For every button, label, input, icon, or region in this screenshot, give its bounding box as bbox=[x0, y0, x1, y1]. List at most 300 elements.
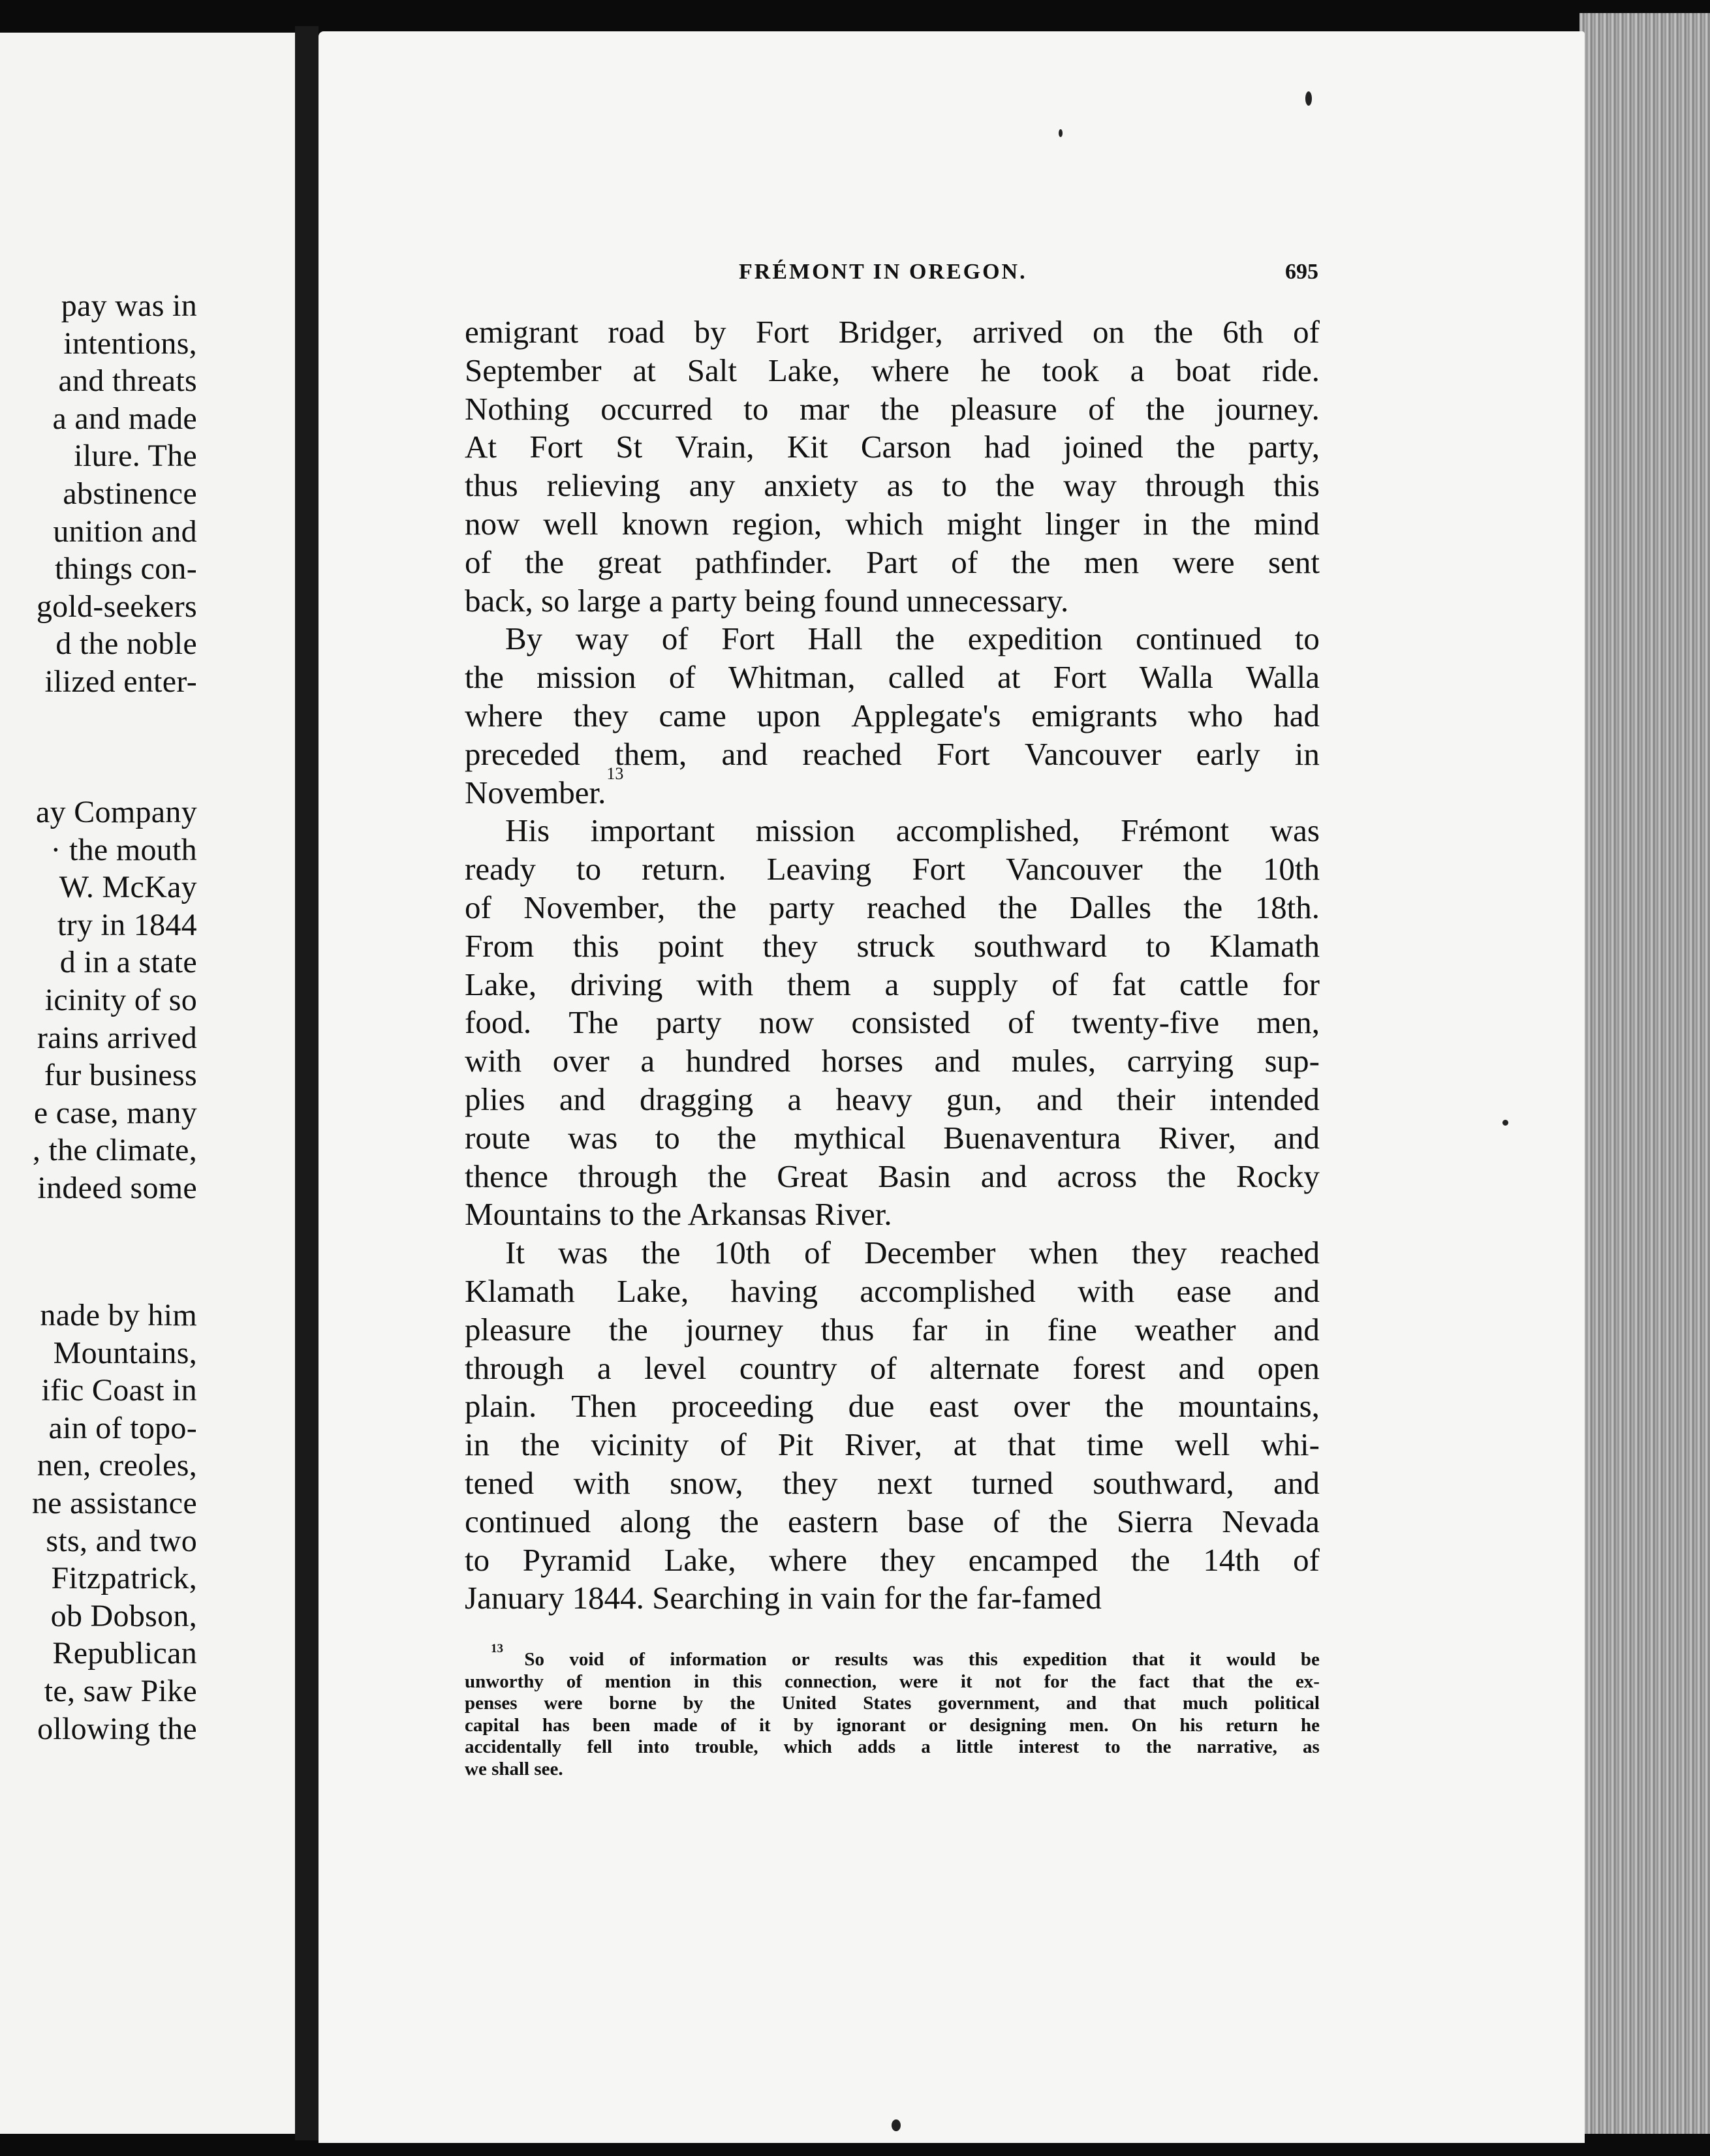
word: this bbox=[572, 927, 619, 964]
word: 10th bbox=[713, 1235, 771, 1271]
text-line bbox=[465, 1387, 1320, 1426]
word: tened bbox=[465, 1464, 535, 1501]
word: Fort bbox=[1053, 659, 1107, 696]
text-line bbox=[465, 1234, 1320, 1272]
word: the bbox=[1183, 889, 1223, 925]
word: men bbox=[1083, 544, 1140, 580]
text-line bbox=[465, 889, 1320, 927]
word: 6th bbox=[1222, 314, 1264, 350]
word: southward, bbox=[1093, 1464, 1234, 1501]
word: the bbox=[1011, 544, 1051, 580]
word: a bbox=[597, 1349, 612, 1386]
word: So bbox=[524, 1649, 544, 1670]
word: struck bbox=[856, 927, 935, 964]
word: were bbox=[544, 1693, 583, 1714]
text-line bbox=[465, 1541, 1320, 1580]
word: emigrant bbox=[465, 314, 579, 350]
word: connection, bbox=[785, 1671, 877, 1692]
left-page-line: nen, creoles, bbox=[37, 1448, 197, 1483]
word: proceeding bbox=[671, 1388, 814, 1424]
word: Part bbox=[865, 544, 918, 580]
left-page-line: ilized enter- bbox=[44, 664, 197, 699]
word: into bbox=[638, 1736, 670, 1757]
footnote bbox=[465, 1642, 1320, 1780]
word: early bbox=[1196, 735, 1260, 772]
word: the bbox=[1154, 314, 1194, 350]
word: 18th. bbox=[1254, 889, 1320, 925]
word: it bbox=[1189, 1649, 1202, 1670]
word: their bbox=[1117, 1081, 1175, 1117]
word: and bbox=[1273, 1464, 1320, 1501]
word: that bbox=[1132, 1649, 1165, 1670]
word: had bbox=[984, 429, 1031, 465]
word: Nothing bbox=[465, 390, 570, 427]
left-page-line: icinity of so bbox=[44, 983, 197, 1017]
word: food. bbox=[465, 1004, 532, 1041]
word: at bbox=[953, 1426, 977, 1463]
word: Vancouver bbox=[1024, 735, 1162, 772]
line-text: we shall see. bbox=[465, 1758, 563, 1779]
left-page-line: W. McKay bbox=[59, 870, 197, 905]
word: At bbox=[465, 429, 497, 465]
word: that bbox=[1123, 1693, 1157, 1714]
word: of bbox=[1293, 1541, 1320, 1578]
word: of bbox=[465, 544, 491, 580]
word: over bbox=[552, 1043, 610, 1079]
word: Basin bbox=[878, 1158, 951, 1194]
word: twenty-five bbox=[1072, 1004, 1220, 1041]
word: Walla bbox=[1245, 659, 1320, 696]
word: through bbox=[578, 1158, 678, 1194]
word: was bbox=[1269, 812, 1320, 849]
word: of bbox=[993, 1503, 1020, 1539]
word: States bbox=[863, 1693, 912, 1714]
word: political bbox=[1254, 1693, 1320, 1714]
line-text: November. bbox=[465, 774, 606, 810]
word: void bbox=[569, 1649, 604, 1670]
word: The bbox=[568, 1004, 619, 1041]
word: that bbox=[1192, 1671, 1225, 1692]
word: of bbox=[720, 1426, 747, 1463]
word: by bbox=[694, 314, 726, 350]
word: November, bbox=[523, 889, 666, 925]
word: of bbox=[1293, 314, 1320, 350]
word: From bbox=[465, 927, 535, 964]
word: Lake, bbox=[768, 352, 841, 388]
word: time bbox=[1087, 1426, 1144, 1463]
word: was bbox=[558, 1235, 608, 1271]
word: mythical bbox=[794, 1119, 906, 1156]
word: east bbox=[929, 1388, 979, 1424]
book-gutter bbox=[295, 26, 319, 2140]
word: has bbox=[542, 1714, 570, 1736]
word: emigrants bbox=[1031, 697, 1158, 733]
word: to bbox=[942, 467, 967, 504]
left-page-line: , the climate, bbox=[32, 1133, 197, 1168]
word: Nevada bbox=[1222, 1503, 1320, 1539]
word: Fort bbox=[529, 429, 583, 465]
left-page-line: abstinence bbox=[63, 476, 197, 511]
word: the bbox=[520, 1426, 560, 1463]
word: his bbox=[1179, 1714, 1203, 1736]
text-line bbox=[465, 1158, 1320, 1196]
page-header bbox=[457, 260, 1318, 292]
ink-speck bbox=[892, 2119, 901, 2131]
word: borne bbox=[609, 1693, 657, 1714]
word: known bbox=[621, 505, 709, 542]
word: reached bbox=[866, 889, 967, 925]
word: the bbox=[1145, 390, 1185, 427]
word: little bbox=[956, 1736, 993, 1757]
word: road bbox=[608, 314, 665, 350]
text-line bbox=[465, 428, 1320, 467]
word: penses bbox=[465, 1693, 518, 1714]
left-page-line: intentions, bbox=[63, 326, 197, 361]
word: Pyramid bbox=[522, 1541, 631, 1578]
word: by bbox=[683, 1693, 704, 1714]
word: continued bbox=[465, 1503, 591, 1539]
word: relieving bbox=[546, 467, 661, 504]
text-line bbox=[465, 1081, 1320, 1119]
text-line bbox=[465, 1311, 1320, 1349]
left-page-line: nade by him bbox=[40, 1298, 197, 1332]
word: of bbox=[720, 1714, 736, 1736]
word: reached bbox=[1220, 1235, 1320, 1271]
paragraph bbox=[465, 620, 1320, 812]
text-line bbox=[465, 812, 1320, 850]
line-text: Mountains to the Arkansas River. bbox=[465, 1196, 892, 1233]
word: and bbox=[1273, 1272, 1320, 1309]
word: upon bbox=[756, 697, 821, 733]
word: and bbox=[559, 1081, 606, 1117]
word: Fort bbox=[912, 851, 965, 887]
word: reached bbox=[802, 735, 902, 772]
word: By bbox=[505, 621, 543, 657]
text-line bbox=[465, 697, 1320, 735]
text-line bbox=[465, 1119, 1320, 1158]
word: information bbox=[670, 1649, 767, 1670]
text-line bbox=[465, 1004, 1320, 1042]
text-line bbox=[465, 544, 1320, 582]
word: September bbox=[465, 352, 602, 388]
left-page-line: d the noble bbox=[55, 626, 197, 662]
word: Hall bbox=[807, 621, 863, 657]
text-line bbox=[465, 505, 1320, 544]
word: pathfinder. bbox=[694, 544, 833, 580]
word: Walla bbox=[1139, 659, 1213, 696]
word: adds bbox=[858, 1736, 896, 1757]
word: be bbox=[1300, 1649, 1320, 1670]
word: joined bbox=[1063, 429, 1143, 465]
word: to bbox=[576, 851, 602, 887]
word: United bbox=[781, 1693, 837, 1714]
word: well bbox=[1175, 1426, 1230, 1463]
word: of bbox=[668, 659, 696, 696]
word: by bbox=[793, 1714, 814, 1736]
word: where bbox=[465, 697, 543, 733]
word: pleasure bbox=[950, 390, 1057, 427]
word: Leaving bbox=[766, 851, 872, 887]
word: he bbox=[1301, 1714, 1320, 1736]
left-page-line: things con- bbox=[55, 551, 197, 587]
word: Pit bbox=[777, 1426, 814, 1463]
word: with bbox=[1078, 1272, 1135, 1309]
word: of bbox=[1088, 390, 1115, 427]
word: in bbox=[984, 1311, 1010, 1348]
left-page bbox=[0, 33, 295, 2134]
left-page-line: unition and bbox=[53, 514, 197, 549]
word: ride. bbox=[1262, 352, 1320, 388]
word: of bbox=[1051, 966, 1079, 1002]
word: this bbox=[1273, 467, 1320, 504]
word: base bbox=[907, 1503, 965, 1539]
word: now bbox=[758, 1004, 815, 1041]
word: government, bbox=[938, 1693, 1040, 1714]
word: driving bbox=[570, 966, 663, 1002]
word: at bbox=[632, 352, 656, 388]
word: party bbox=[768, 889, 835, 925]
word: supply bbox=[932, 966, 1018, 1002]
word: St bbox=[615, 429, 643, 465]
paragraph bbox=[465, 1234, 1320, 1618]
text-line bbox=[465, 1042, 1320, 1081]
word: Fort bbox=[936, 735, 990, 772]
word: he bbox=[980, 352, 1011, 388]
word: mountains, bbox=[1178, 1388, 1320, 1424]
word: fat bbox=[1112, 966, 1146, 1002]
word: through bbox=[465, 1349, 565, 1386]
word: in bbox=[1294, 735, 1320, 772]
paragraph bbox=[465, 313, 1320, 620]
ink-speck bbox=[1502, 1120, 1508, 1126]
word: having bbox=[730, 1272, 818, 1309]
word: Vancouver bbox=[1006, 851, 1143, 887]
text-line bbox=[465, 390, 1320, 429]
word: the bbox=[1130, 1541, 1170, 1578]
word: in bbox=[465, 1426, 490, 1463]
word: was bbox=[912, 1649, 944, 1670]
word: much bbox=[1182, 1693, 1228, 1714]
word: sent bbox=[1268, 544, 1320, 580]
word: across bbox=[1057, 1158, 1138, 1194]
word: they bbox=[783, 1464, 838, 1501]
text-line bbox=[465, 352, 1320, 390]
word: the bbox=[525, 544, 565, 580]
ink-speck bbox=[1059, 129, 1063, 137]
word: sup- bbox=[1264, 1043, 1320, 1079]
word: vicinity bbox=[591, 1426, 689, 1463]
left-page-line: d in a state bbox=[59, 945, 197, 980]
word: the bbox=[1191, 505, 1231, 542]
word: the bbox=[995, 467, 1035, 504]
word: journey. bbox=[1216, 390, 1320, 427]
word: at bbox=[997, 659, 1021, 696]
word: a bbox=[921, 1736, 931, 1757]
word: fine bbox=[1047, 1311, 1097, 1348]
word: the bbox=[697, 889, 737, 925]
word: ignorant bbox=[836, 1714, 906, 1736]
left-page-line: sts, and two bbox=[46, 1523, 197, 1558]
word: eastern bbox=[788, 1503, 878, 1539]
word: fact bbox=[1139, 1671, 1170, 1692]
word: and bbox=[1066, 1693, 1097, 1714]
word: return. bbox=[642, 851, 726, 887]
word: was bbox=[568, 1119, 618, 1156]
word: them, bbox=[615, 735, 687, 772]
word: the bbox=[1048, 1503, 1088, 1539]
word: of bbox=[869, 1349, 897, 1386]
line-text: January 1844. Searching in vain for the far-famed bbox=[465, 1580, 1102, 1616]
word: River, bbox=[844, 1426, 923, 1463]
word: with bbox=[465, 1043, 522, 1079]
word: carrying bbox=[1127, 1043, 1234, 1079]
left-page-line: ne assistance bbox=[31, 1486, 197, 1520]
word: Lake, bbox=[465, 966, 537, 1002]
footnote-line bbox=[465, 1671, 1320, 1693]
word: for bbox=[1282, 966, 1320, 1002]
text-line bbox=[465, 313, 1320, 352]
word: ease bbox=[1176, 1272, 1232, 1309]
word: in bbox=[1143, 505, 1168, 542]
word: interest bbox=[1018, 1736, 1080, 1757]
word: way bbox=[575, 621, 629, 657]
word: them bbox=[786, 966, 851, 1002]
word: well bbox=[543, 505, 598, 542]
word: the bbox=[1183, 851, 1222, 887]
word: Lake, bbox=[664, 1541, 736, 1578]
word: thence bbox=[465, 1158, 548, 1194]
text-line bbox=[465, 927, 1320, 966]
word: ex- bbox=[1295, 1671, 1320, 1692]
word: far bbox=[911, 1311, 948, 1348]
word: Fort bbox=[755, 314, 809, 350]
word: alternate bbox=[929, 1349, 1040, 1386]
word: 10th bbox=[1262, 851, 1320, 887]
word: dragging bbox=[639, 1081, 754, 1117]
word: not bbox=[995, 1671, 1021, 1692]
word: southward bbox=[973, 927, 1107, 964]
word: point bbox=[658, 927, 724, 964]
word: mules, bbox=[1011, 1043, 1096, 1079]
footnote-line bbox=[465, 1736, 1320, 1759]
left-page-line: Mountains, bbox=[53, 1335, 197, 1370]
word: the bbox=[717, 1119, 757, 1156]
word: Klamath bbox=[1209, 927, 1320, 964]
footnote-line bbox=[465, 1642, 1320, 1671]
left-page-line: Fitzpatrick, bbox=[51, 1561, 197, 1596]
word: a bbox=[884, 966, 899, 1002]
word: of bbox=[566, 1671, 582, 1692]
word: trouble, bbox=[694, 1736, 758, 1757]
text-line bbox=[465, 1426, 1320, 1464]
word: next bbox=[877, 1464, 933, 1501]
word: and bbox=[1273, 1119, 1320, 1156]
word: where bbox=[871, 352, 950, 388]
word: and bbox=[1178, 1349, 1225, 1386]
word: of bbox=[465, 889, 491, 925]
word: Frémont bbox=[1121, 812, 1230, 849]
word: mission bbox=[755, 812, 856, 849]
word: for bbox=[1044, 1671, 1068, 1692]
footnote-marker: 13 bbox=[606, 763, 624, 783]
word: December bbox=[864, 1235, 996, 1271]
text-line bbox=[465, 658, 1320, 697]
word: fell bbox=[587, 1736, 613, 1757]
left-page-line: gold-seekers bbox=[36, 589, 197, 624]
word: Whitman, bbox=[728, 659, 856, 696]
text-line bbox=[465, 1195, 1320, 1234]
word: a bbox=[1130, 352, 1145, 388]
word: accomplished, bbox=[895, 812, 1080, 849]
word: thus bbox=[820, 1311, 875, 1348]
word: return bbox=[1225, 1714, 1278, 1736]
word: and bbox=[721, 735, 768, 772]
paragraph bbox=[465, 812, 1320, 1234]
word: on bbox=[1092, 314, 1125, 350]
word: this bbox=[968, 1649, 998, 1670]
word: and bbox=[1036, 1081, 1083, 1117]
word: the bbox=[895, 621, 935, 657]
left-page-line: ilure. The bbox=[74, 439, 197, 474]
word: would bbox=[1226, 1649, 1276, 1670]
left-page-line: try in 1844 bbox=[57, 907, 197, 942]
word: linger bbox=[1045, 505, 1120, 542]
word: and bbox=[934, 1043, 981, 1079]
word: when bbox=[1029, 1235, 1098, 1271]
word: it bbox=[960, 1671, 972, 1692]
word: important bbox=[590, 812, 715, 849]
word: which bbox=[845, 505, 924, 542]
word: expedition bbox=[1023, 1649, 1108, 1670]
left-page-line: Republican bbox=[52, 1636, 197, 1671]
word: the bbox=[1145, 1736, 1172, 1757]
word: called bbox=[888, 659, 965, 696]
word: men, bbox=[1256, 1004, 1320, 1041]
word: encamped bbox=[968, 1541, 1098, 1578]
word: plies bbox=[465, 1081, 525, 1117]
word: route bbox=[465, 1119, 531, 1156]
line-text: back, so large a party being found unnecessary. bbox=[465, 582, 1069, 619]
word: of bbox=[661, 621, 689, 657]
word: party bbox=[655, 1004, 722, 1041]
word: to bbox=[1104, 1736, 1121, 1757]
word: the bbox=[719, 1503, 759, 1539]
word: to bbox=[1145, 927, 1171, 964]
word: the bbox=[1167, 1158, 1206, 1194]
word: took bbox=[1042, 352, 1099, 388]
word: Buenaventura bbox=[943, 1119, 1121, 1156]
word: had bbox=[1273, 697, 1320, 733]
word: results bbox=[834, 1649, 888, 1670]
word: Carson bbox=[860, 429, 952, 465]
word: cattle bbox=[1179, 966, 1249, 1002]
word: and bbox=[1273, 1311, 1320, 1348]
footnote-line bbox=[465, 1715, 1320, 1737]
word: due bbox=[848, 1388, 895, 1424]
left-page-line: ay Company bbox=[36, 795, 197, 829]
word: now bbox=[465, 505, 520, 542]
word: over bbox=[1013, 1388, 1070, 1424]
page-number: 695 bbox=[1285, 260, 1318, 284]
word: the bbox=[1104, 1388, 1144, 1424]
word: preceded bbox=[465, 735, 580, 772]
word: thus bbox=[465, 467, 518, 504]
left-page-line: · the mouth bbox=[50, 832, 197, 867]
word: boat bbox=[1175, 352, 1231, 388]
word: horses bbox=[821, 1043, 903, 1079]
word: plain. bbox=[465, 1388, 537, 1424]
word: region, bbox=[732, 505, 822, 542]
